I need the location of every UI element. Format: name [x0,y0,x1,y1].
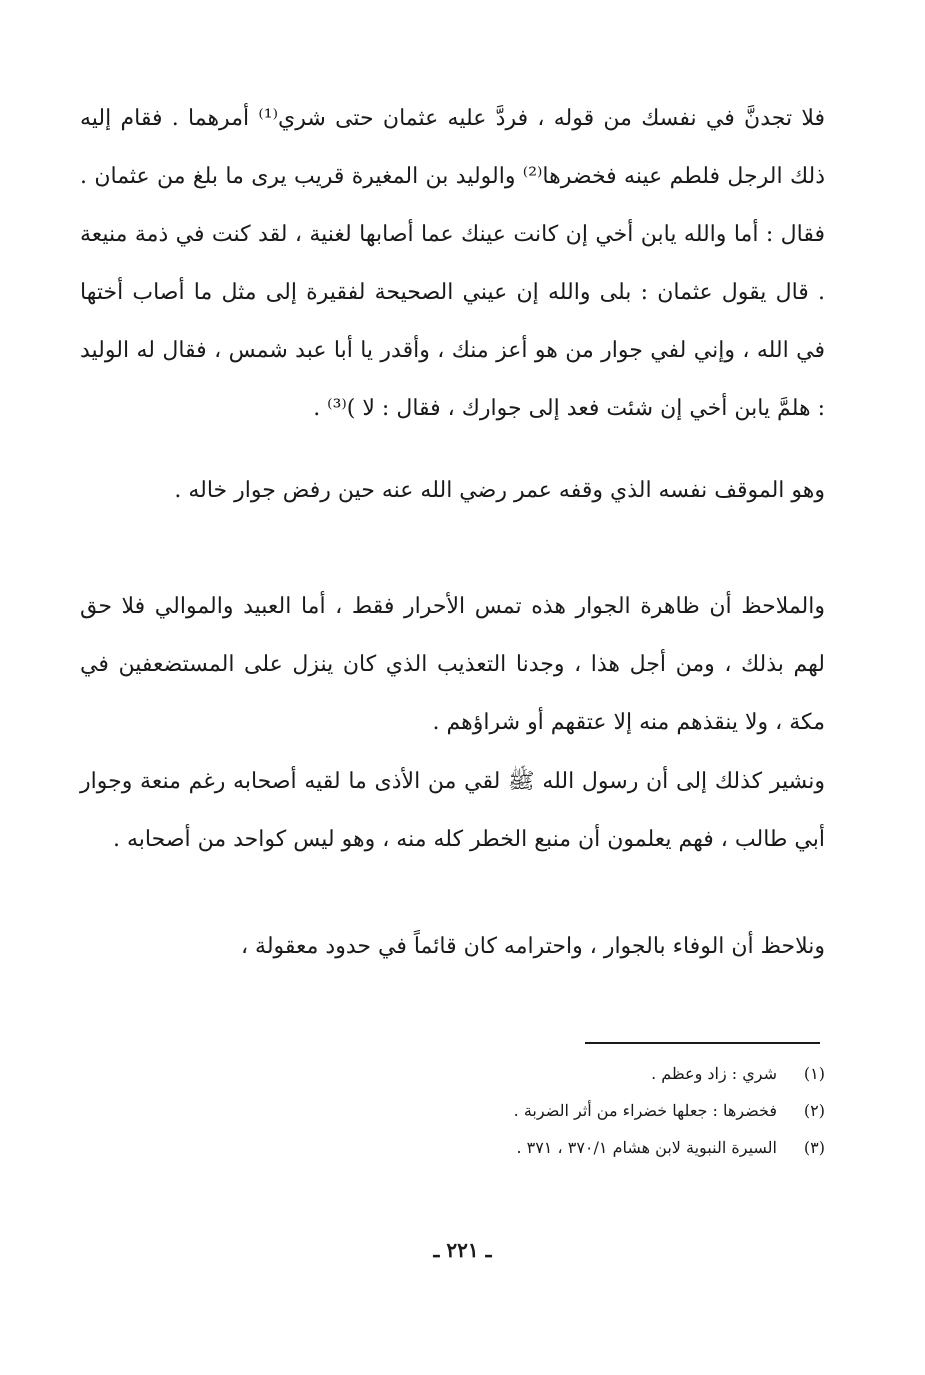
paragraph-4 [80,753,825,869]
footnote-3 [300,1129,825,1166]
paragraph-2 [80,462,825,520]
page-number: ـ ٢٢١ ـ [433,1238,492,1262]
footnote-number: (٣) [803,1138,825,1157]
footnote-2 [300,1092,825,1129]
footnote-divider [585,1042,820,1044]
footnotes [300,1055,825,1166]
footnote-text: شري : زاد وعظم . [651,1064,777,1083]
footnote-number: (٢) [803,1101,825,1120]
paragraph-text: وهو الموقف نفسه الذي وقفه عمر رضي الله عنه حين رفض جوار خاله . [174,478,825,503]
footnote-text: فخضرها : جعلها خضراء من أثر الضربة . [513,1101,777,1120]
footnote-1 [300,1055,825,1092]
paragraph-5 [145,918,825,976]
footnote-text: السيرة النبوية لابن هشام ٣٧٠/١ ، ٣٧١ . [516,1138,777,1157]
paragraph-text: ونشير كذلك إلى أن رسول الله ﷺ لقي من الأذى ما لقيه أصحابه رغم منعة وجوار أبي طالب ، فهم يعلمون أن منبع الخطر كله منه ، وهو ليس كواحد من أصحابه . [80,769,825,852]
paragraph-text: والملاحظ أن ظاهرة الجوار هذه تمس الأحرار فقط ، أما العبيد والموالي فلا حق لهم بذلك ، ومن أجل هذا ، وجدنا التعذيب الذي كان ينزل على المستضعفين في مكة ، ولا ينقذهم منه إلا عتقهم أو شراؤهم . [80,594,826,735]
paragraph-1 [80,90,825,438]
paragraph-3 [80,578,825,752]
paragraph-text: فلا تجدنَّ في نفسك من قوله ، فردَّ عليه عثمان حتى شري⁽¹⁾ أمرهما . فقام إليه ذلك الرجل فلطم عينه فخضرها⁽²⁾ والوليد بن المغيرة قريب يرى ما بلغ من عثمان . فقال : أما والله يابن أخي إن كانت عينك عما أصابها لغنية ، لقد كنت في ذمة منيعة . قال يقول عثمان : بلى والله إن عيني الصحيحة لفقيرة إلى مثل ما أصاب أختها في الله ، وإني لفي جوار من هو أعز منك ، وأقدر يا أبا عبد شمس ، فقال له الوليد : هلمَّ يابن أخي إن شئت فعد إلى جوارك ، فقال : لا )⁽³⁾ . [80,106,825,421]
paragraph-text: ونلاحظ أن الوفاء بالجوار ، واحترامه كان قائماً في حدود معقولة ، [240,934,825,959]
footnote-number: (١) [803,1064,825,1083]
